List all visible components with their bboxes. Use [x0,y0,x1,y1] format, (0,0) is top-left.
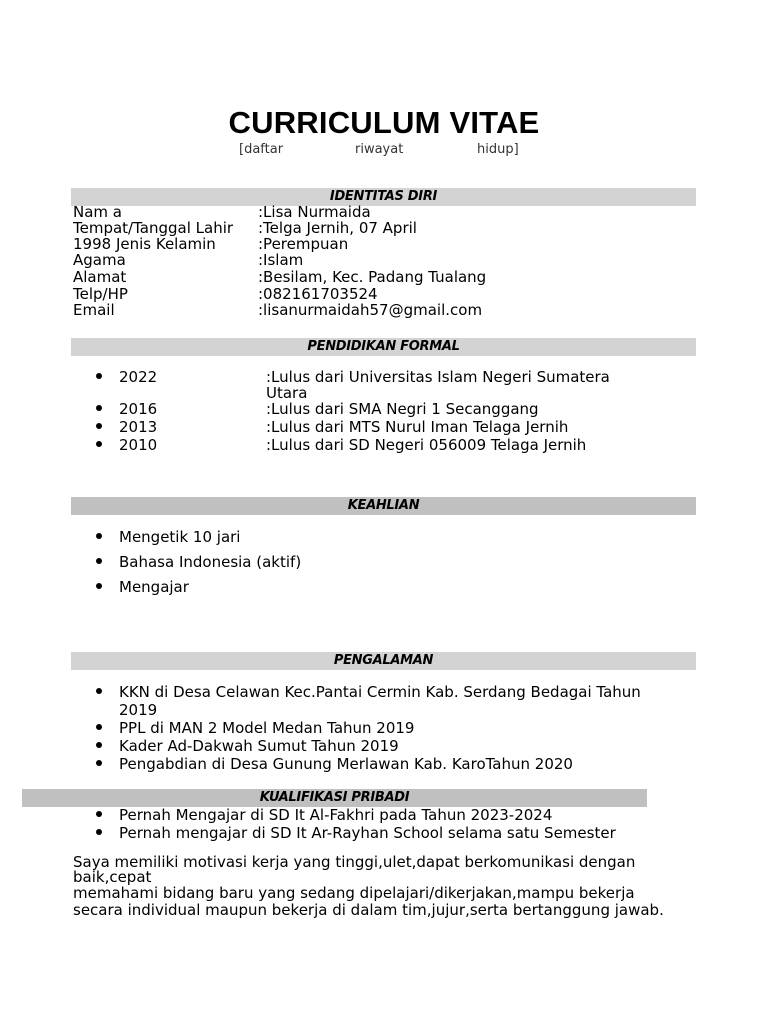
pendidikan-desc: :Lulus dari SD Negeri 056009 Telaga Jernih [266,436,587,454]
pendidikan-desc: :Lulus dari SMA Negri 1 Secanggang [266,400,539,418]
kualifikasi-item: Pernah Mengajar di SD It Al-Fakhri pada Tahun 2023-2024 [119,806,553,824]
pendidikan-year: 2013 [119,418,158,436]
bullet-icon [96,558,102,564]
bullet-icon [96,583,102,589]
bullet-icon [96,811,102,817]
pendidikan-year: 2016 [119,400,158,418]
pendidikan-year: 2022 [119,368,158,386]
keahlian-item: Bahasa Indonesia (aktif) [119,553,302,571]
bullet-icon [96,742,102,748]
pendidikan-desc: :Lulus dari Universitas Islam Negeri Sumatera [266,368,610,386]
pendidikan-desc: :Lulus dari MTS Nurul Iman Telaga Jernih [266,418,569,436]
pengalaman-item: PPL di MAN 2 Model Medan Tahun 2019 [119,719,415,737]
identitas-label: Telp/HP [73,285,128,303]
bullet-icon [96,829,102,835]
section-heading-pengalaman: PENGALAMAN [71,652,696,670]
identitas-value: :082161703524 [258,285,378,303]
pengalaman-item: Pengabdian di Desa Gunung Merlawan Kab. KaroTahun 2020 [119,755,573,773]
bullet-icon [96,423,102,429]
subtitle-word-1: [daftar [239,142,284,157]
identitas-value: :Perempuan [258,235,349,253]
kualifikasi-item: Pernah mengajar di SD It Ar-Rayhan School selama satu Semester [119,824,616,842]
identitas-value: :Besilam, Kec. Padang Tualang [258,268,487,286]
closing-line: memahami bidang baru yang sedang dipelajari/dikerjakan,mampu bekerja [73,884,635,902]
keahlian-item: Mengajar [119,578,189,596]
bullet-icon [96,760,102,766]
pendidikan-year: 2010 [119,436,158,454]
identitas-value: :Lisa Nurmaida [258,203,371,221]
identitas-label: 1998 Jenis Kelamin [73,235,216,253]
page-title: CURRICULUM VITAE [228,105,540,140]
identitas-label: Tempat/Tanggal Lahir [73,219,234,237]
section-heading-identitas: IDENTITAS DIRI [71,188,696,206]
closing-line: secara individual maupun bekerja di dalam tim,jujur,serta bertanggung jawab. [73,901,664,919]
closing-line: Saya memiliki motivasi kerja yang tinggi,ulet,dapat berkomunikasi dengan [73,853,636,871]
identitas-label: Nam a [73,203,122,221]
section-heading-pendidikan: PENDIDIKAN FORMAL [71,338,696,356]
closing-line: baik,cepat [73,868,152,886]
bullet-icon [96,441,102,447]
keahlian-item: Mengetik 10 jari [119,528,241,546]
identitas-label: Alamat [73,268,127,286]
pengalaman-item: Kader Ad-Dakwah Sumut Tahun 2019 [119,737,399,755]
pengalaman-item-cont: 2019 [119,701,158,719]
bullet-icon [96,373,102,379]
identitas-value: :Telga Jernih, 07 April [258,219,417,237]
bullet-icon [96,533,102,539]
identitas-value: :Islam [258,251,304,269]
identitas-label: Agama [73,251,126,269]
bullet-icon [96,724,102,730]
subtitle-word-3: hidup] [477,142,519,157]
section-heading-kualifikasi: KUALIFIKASI PRIBADI [22,789,647,807]
section-heading-keahlian: KEAHLIAN [71,497,696,515]
subtitle-word-2: riwayat [355,142,404,157]
bullet-icon [96,688,102,694]
identitas-value: :lisanurmaidah57@gmail.com [258,301,483,319]
bullet-icon [96,405,102,411]
identitas-label: Email [73,301,115,319]
pengalaman-item: KKN di Desa Celawan Kec.Pantai Cermin Kab. Serdang Bedagai Tahun [119,683,641,701]
pendidikan-desc-cont: Utara [266,384,308,402]
